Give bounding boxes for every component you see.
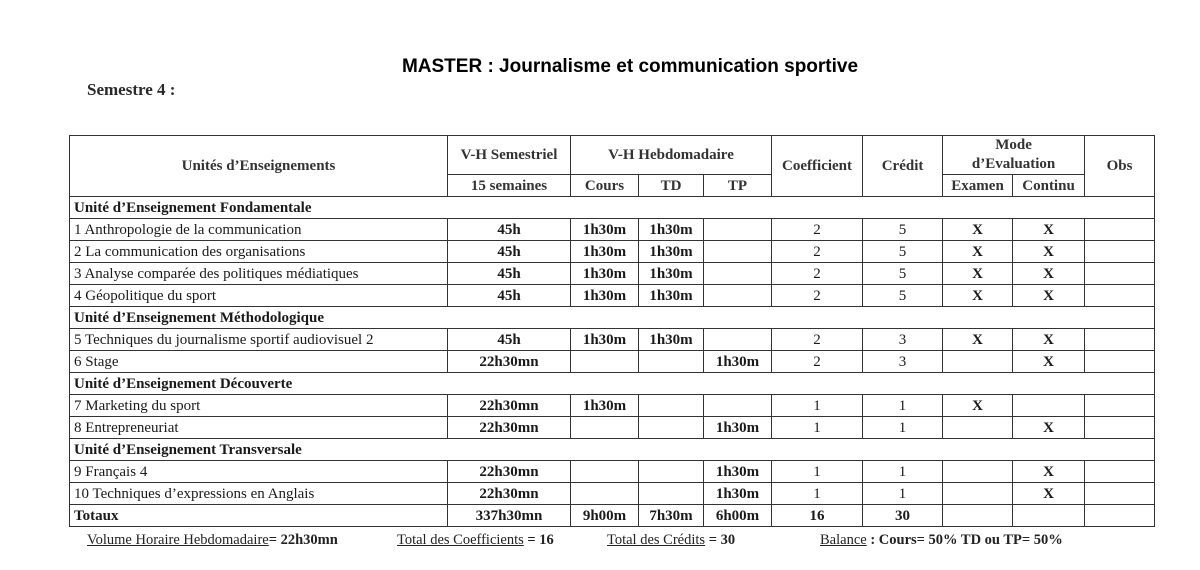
footer-volume-value: = 22h30mn	[268, 532, 338, 548]
totals-row	[70, 505, 1155, 527]
cell-cours: 1h30m	[571, 285, 639, 307]
cell-vh: 22h30mn	[448, 483, 571, 505]
cell-cours: 1h30m	[571, 241, 639, 263]
cell-coef: 2	[772, 351, 863, 373]
course-number: 2	[74, 243, 82, 260]
course-name: Anthropologie de la communication	[84, 221, 302, 238]
course-name: Français 4	[85, 463, 148, 480]
cell-cours	[571, 483, 639, 505]
course-name: La communication des organisations	[85, 243, 306, 260]
cell-continu: X	[1013, 461, 1085, 483]
course-number: 10	[74, 485, 89, 502]
cell-continu: X	[1013, 417, 1085, 439]
cell-obs	[1085, 285, 1155, 307]
header-obs: Obs	[1085, 136, 1155, 197]
course-name-cell	[70, 483, 448, 505]
cell-cours	[571, 417, 639, 439]
cell-examen	[943, 417, 1013, 439]
cell-examen: X	[943, 263, 1013, 285]
cell-coef: 1	[772, 395, 863, 417]
course-row	[70, 241, 1155, 263]
cell-cours: 1h30m	[571, 395, 639, 417]
cell-cours	[571, 461, 639, 483]
course-name-cell	[70, 285, 448, 307]
totals-coef: 16	[772, 505, 863, 527]
cell-vh: 22h30mn	[448, 351, 571, 373]
course-name-cell	[70, 461, 448, 483]
totals-label: Totaux	[70, 505, 448, 527]
course-number: 6	[74, 353, 82, 370]
totals-credit: 30	[863, 505, 943, 527]
cell-cours	[571, 351, 639, 373]
cell-coef: 1	[772, 483, 863, 505]
cell-td: 1h30m	[639, 241, 704, 263]
cell-examen: X	[943, 219, 1013, 241]
cell-vh: 22h30mn	[448, 395, 571, 417]
cell-tp	[704, 395, 772, 417]
cell-td	[639, 417, 704, 439]
course-number: 1	[74, 221, 82, 238]
cell-td	[639, 351, 704, 373]
header-cours: Cours	[571, 175, 639, 197]
course-name: Techniques d’expressions en Anglais	[92, 485, 315, 502]
cell-credit: 1	[863, 483, 943, 505]
course-row	[70, 329, 1155, 351]
cell-examen: X	[943, 285, 1013, 307]
section-row	[70, 373, 1155, 395]
cell-credit: 1	[863, 461, 943, 483]
course-number: 7	[74, 397, 82, 414]
header-unites: Unités d’Enseignements	[70, 136, 448, 197]
cell-coef: 2	[772, 329, 863, 351]
course-name-cell	[70, 329, 448, 351]
cell-continu: X	[1013, 483, 1085, 505]
cell-credit: 3	[863, 329, 943, 351]
course-row	[70, 461, 1155, 483]
cell-obs	[1085, 351, 1155, 373]
cell-obs	[1085, 461, 1155, 483]
course-name: Marketing du sport	[85, 397, 201, 414]
course-name: Analyse comparée des politiques médiatiques	[84, 265, 359, 282]
header-examen: Examen	[943, 175, 1013, 197]
cell-continu: X	[1013, 219, 1085, 241]
header-vh-semestriel: V-H Semestriel	[448, 136, 571, 175]
totals-continu	[1013, 505, 1085, 527]
course-name-cell	[70, 263, 448, 285]
cell-td	[639, 483, 704, 505]
course-row	[70, 483, 1155, 505]
totals-tp: 6h00m	[704, 505, 772, 527]
footer-balance-value: : Cours= 50% TD ou TP= 50%	[866, 532, 1063, 548]
cell-credit: 3	[863, 351, 943, 373]
cell-vh: 22h30mn	[448, 461, 571, 483]
section-title: Unité d’Enseignement Transversale	[70, 439, 1155, 461]
cell-vh: 45h	[448, 329, 571, 351]
cell-examen	[943, 483, 1013, 505]
section-row	[70, 197, 1155, 219]
cell-continu: X	[1013, 241, 1085, 263]
cell-coef: 1	[772, 417, 863, 439]
course-name-cell	[70, 395, 448, 417]
cell-tp: 1h30m	[704, 417, 772, 439]
curriculum-table	[69, 135, 1155, 527]
header-credit: Crédit	[863, 136, 943, 197]
cell-vh: 45h	[448, 241, 571, 263]
header-row-1	[70, 136, 1155, 175]
totals-td: 7h30m	[639, 505, 704, 527]
header-mode: Mode	[995, 137, 1032, 153]
totals-obs	[1085, 505, 1155, 527]
cell-td: 1h30m	[639, 219, 704, 241]
cell-tp: 1h30m	[704, 483, 772, 505]
cell-obs	[1085, 483, 1155, 505]
cell-td	[639, 395, 704, 417]
cell-td: 1h30m	[639, 285, 704, 307]
header-mode-2: d’Evaluation	[971, 156, 1056, 172]
cell-examen: X	[943, 241, 1013, 263]
course-number: 5	[74, 331, 82, 348]
cell-tp	[704, 263, 772, 285]
header-vh-hebdomadaire: V-H Hebdomadaire	[571, 136, 772, 175]
course-name-cell	[70, 219, 448, 241]
footer-coef-value: = 16	[523, 532, 554, 548]
footer-credits	[607, 532, 735, 549]
cell-tp	[704, 285, 772, 307]
cell-credit: 5	[863, 263, 943, 285]
totals-vh: 337h30mn	[448, 505, 571, 527]
cell-continu	[1013, 395, 1085, 417]
cell-coef: 2	[772, 241, 863, 263]
cell-vh: 45h	[448, 219, 571, 241]
cell-obs	[1085, 241, 1155, 263]
cell-continu: X	[1013, 263, 1085, 285]
cell-examen: X	[943, 329, 1013, 351]
footer-coefficients	[397, 532, 554, 549]
section-title: Unité d’Enseignement Méthodologique	[70, 307, 1155, 329]
cell-tp: 1h30m	[704, 461, 772, 483]
cell-credit: 1	[863, 395, 943, 417]
section-row	[70, 307, 1155, 329]
cell-obs	[1085, 417, 1155, 439]
cell-vh: 45h	[448, 263, 571, 285]
totals-examen	[943, 505, 1013, 527]
course-number: 3	[74, 265, 82, 282]
cell-cours: 1h30m	[571, 263, 639, 285]
header-td: TD	[639, 175, 704, 197]
cell-credit: 5	[863, 285, 943, 307]
header-coefficient: Coefficient	[772, 136, 863, 197]
footer-credits-label: Total des Crédits	[607, 532, 706, 548]
cell-tp	[704, 241, 772, 263]
cell-continu: X	[1013, 329, 1085, 351]
semestre-label: Semestre 4 :	[87, 80, 176, 99]
course-row	[70, 219, 1155, 241]
course-number: 8	[74, 419, 82, 436]
cell-examen	[943, 461, 1013, 483]
cell-tp	[704, 329, 772, 351]
cell-td: 1h30m	[639, 329, 704, 351]
cell-continu: X	[1013, 285, 1085, 307]
course-name-cell	[70, 241, 448, 263]
cell-tp: 1h30m	[704, 351, 772, 373]
course-number: 4	[74, 287, 82, 304]
cell-vh: 22h30mn	[448, 417, 571, 439]
course-row	[70, 395, 1155, 417]
course-number: 9	[74, 463, 82, 480]
page-title: MASTER : Journalisme et communication sportive	[401, 56, 859, 77]
cell-examen: X	[943, 395, 1013, 417]
footer-balance-label: Balance	[820, 532, 867, 548]
cell-coef: 2	[772, 263, 863, 285]
cell-coef: 2	[772, 285, 863, 307]
footer-volume-label: Volume Horaire Hebdomadaire	[87, 532, 269, 548]
section-title: Unité d’Enseignement Fondamentale	[70, 197, 1155, 219]
header-15-semaines: 15 semaines	[448, 175, 571, 197]
footer-balance	[820, 532, 1063, 549]
cell-examen	[943, 351, 1013, 373]
course-name: Techniques du journalisme sportif audiovisuel 2	[84, 331, 374, 348]
course-row	[70, 417, 1155, 439]
footer-credits-value: = 30	[705, 532, 736, 548]
section-title: Unité d’Enseignement Découverte	[70, 373, 1155, 395]
header-continu: Continu	[1013, 175, 1085, 197]
footer-coef-label: Total des Coefficients	[397, 532, 524, 548]
cell-td: 1h30m	[639, 263, 704, 285]
header-mode-evaluation	[943, 136, 1085, 175]
cell-obs	[1085, 219, 1155, 241]
cell-credit: 5	[863, 219, 943, 241]
cell-credit: 1	[863, 417, 943, 439]
cell-td	[639, 461, 704, 483]
course-row	[70, 285, 1155, 307]
course-row	[70, 263, 1155, 285]
cell-cours: 1h30m	[571, 219, 639, 241]
header-tp: TP	[704, 175, 772, 197]
course-name-cell	[70, 351, 448, 373]
course-row	[70, 351, 1155, 373]
cell-coef: 1	[772, 461, 863, 483]
course-name: Géopolitique du sport	[85, 287, 217, 304]
cell-coef: 2	[772, 219, 863, 241]
course-name: Stage	[85, 353, 119, 370]
cell-obs	[1085, 329, 1155, 351]
section-row	[70, 439, 1155, 461]
totals-cours: 9h00m	[571, 505, 639, 527]
course-name: Entrepreneuriat	[85, 419, 179, 436]
cell-credit: 5	[863, 241, 943, 263]
cell-obs	[1085, 395, 1155, 417]
cell-continu: X	[1013, 351, 1085, 373]
footer-volume	[87, 532, 338, 549]
cell-obs	[1085, 263, 1155, 285]
course-name-cell	[70, 417, 448, 439]
cell-cours: 1h30m	[571, 329, 639, 351]
cell-vh: 45h	[448, 285, 571, 307]
cell-tp	[704, 219, 772, 241]
